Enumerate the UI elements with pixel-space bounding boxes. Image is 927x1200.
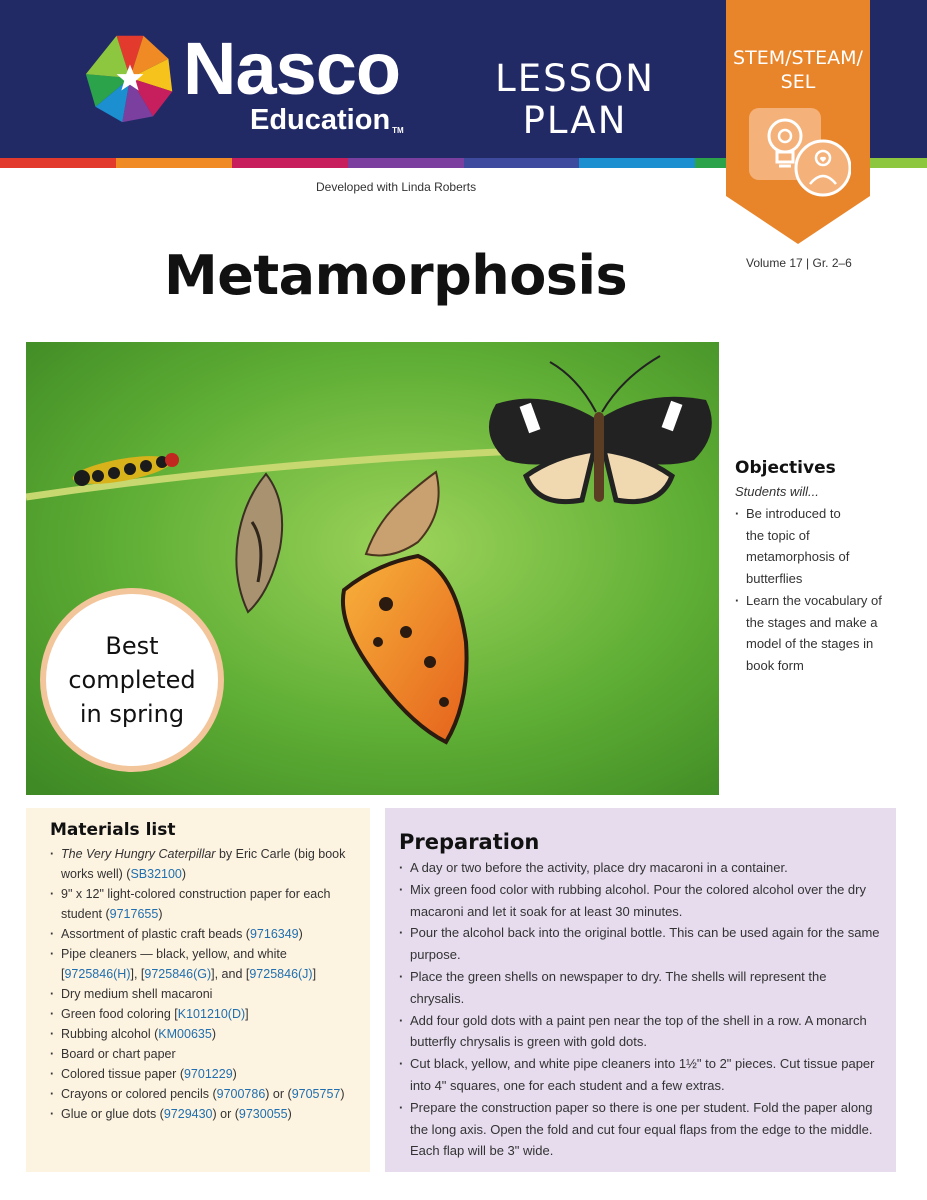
- material-item: · Dry medium shell macaroni: [50, 984, 352, 1004]
- product-code-link[interactable]: 9730055: [238, 1107, 288, 1121]
- product-code-link[interactable]: 9705757: [291, 1087, 341, 1101]
- callout-line-2: completed: [68, 666, 196, 694]
- preparation-step: · Add four gold dots with a paint pen near the top of the shell in a row. A monarch butterfly chrysalis is green with gold dots.: [399, 1010, 882, 1054]
- badge-label: [726, 46, 870, 94]
- materials-section: [26, 808, 370, 1172]
- brand-name: Nasco: [183, 27, 401, 110]
- person-heart-icon: [796, 141, 850, 195]
- preparation-step: · Mix green food color with rubbing alcohol. Pour the colored alcohol over the dry macaroni and let it soak for at least 30 minutes.: [399, 879, 882, 923]
- material-item: · Green food coloring [K101210(D)]: [50, 1004, 352, 1024]
- objectives-list: [735, 503, 905, 677]
- trademark: TM: [392, 126, 404, 135]
- material-item: · Glue or glue dots (9729430) or (9730055): [50, 1104, 352, 1124]
- season-callout: [40, 588, 224, 772]
- objectives-intro: Students will...: [735, 484, 819, 499]
- page-title: Metamorphosis: [164, 244, 628, 307]
- nasco-logo-icon: [82, 28, 178, 128]
- material-item: · Colored tissue paper (9701229): [50, 1064, 352, 1084]
- brand-subtitle: Education TM: [250, 104, 404, 136]
- product-code-link[interactable]: 9716349: [249, 927, 299, 941]
- objective-item: · Learn the vocabulary of the stages and make a model of the stages in book form: [735, 590, 896, 677]
- product-code-link[interactable]: 9700786: [216, 1087, 266, 1101]
- preparation-step: · Place the green shells on newspaper to dry. The shells will represent the chrysalis.: [399, 966, 882, 1010]
- preparation-step: · Prepare the construction paper so there is one per student. Fold the paper along the long axis. Open the fold and cut four equal flaps from the edge to the middle. Each flap will be 3" wide.: [399, 1097, 882, 1162]
- materials-list: [50, 844, 352, 1124]
- preparation-list: [399, 857, 882, 1162]
- product-code-link[interactable]: 9717655: [109, 907, 159, 921]
- stem-sel-icons: [747, 106, 851, 198]
- product-code-link[interactable]: 9725846(G): [144, 967, 212, 981]
- product-code-link[interactable]: KM00635: [158, 1027, 212, 1041]
- product-code-link[interactable]: 9729430: [163, 1107, 213, 1121]
- material-item: · Pipe cleaners — black, yellow, and white [9725846(H)], [9725846(G)], and [9725846(J)]: [50, 944, 352, 984]
- volume-grade: Volume 17 | Gr. 2–6: [746, 256, 852, 270]
- lesson-line-2: PLAN: [522, 99, 628, 142]
- preparation-step: · Cut black, yellow, and white pipe cleaners into 1½" to 2" pieces. Cut tissue paper into 4" squares, one for each student and a few extras.: [399, 1053, 882, 1097]
- badge-line-2: SEL: [780, 71, 816, 93]
- material-item: · Crayons or colored pencils (9700786) or (9705757): [50, 1084, 352, 1104]
- material-item: · 9" x 12" light-colored construction paper for each student (9717655): [50, 884, 352, 924]
- objectives-heading: Objectives: [735, 458, 836, 478]
- preparation-step: · A day or two before the activity, place dry macaroni in a container.: [399, 857, 882, 879]
- lesson-line-1: LESSON: [495, 57, 655, 100]
- materials-heading: Materials list: [50, 820, 176, 840]
- material-item: · Board or chart paper: [50, 1044, 352, 1064]
- material-item: · Rubbing alcohol (KM00635): [50, 1024, 352, 1044]
- material-item: · Assortment of plastic craft beads (9716349): [50, 924, 352, 944]
- preparation-step: · Pour the alcohol back into the original bottle. This can be used again for the same purpose.: [399, 922, 882, 966]
- badge-line-1: STEM/STEAM/: [733, 47, 863, 69]
- objective-item: · Be introduced to the topic of metamorphosis of butterflies: [735, 503, 856, 590]
- objectives-section: [735, 458, 905, 677]
- product-code-link[interactable]: 9725846(J): [249, 967, 313, 981]
- preparation-heading: Preparation: [399, 830, 540, 854]
- product-code-link[interactable]: 9701229: [183, 1067, 233, 1081]
- product-code-link[interactable]: SB32100: [130, 867, 182, 881]
- callout-line-1: Best: [105, 632, 159, 660]
- preparation-section: [385, 808, 896, 1172]
- material-item: · The Very Hungry Caterpillar by Eric Carle (big book works well) (SB32100): [50, 844, 352, 884]
- product-code-link[interactable]: 9725846(H): [64, 967, 131, 981]
- credit-line: Developed with Linda Roberts: [316, 180, 477, 194]
- lesson-plan-label: [482, 58, 668, 142]
- callout-line-3: in spring: [79, 700, 185, 728]
- product-code-link[interactable]: K101210(D): [177, 1007, 246, 1021]
